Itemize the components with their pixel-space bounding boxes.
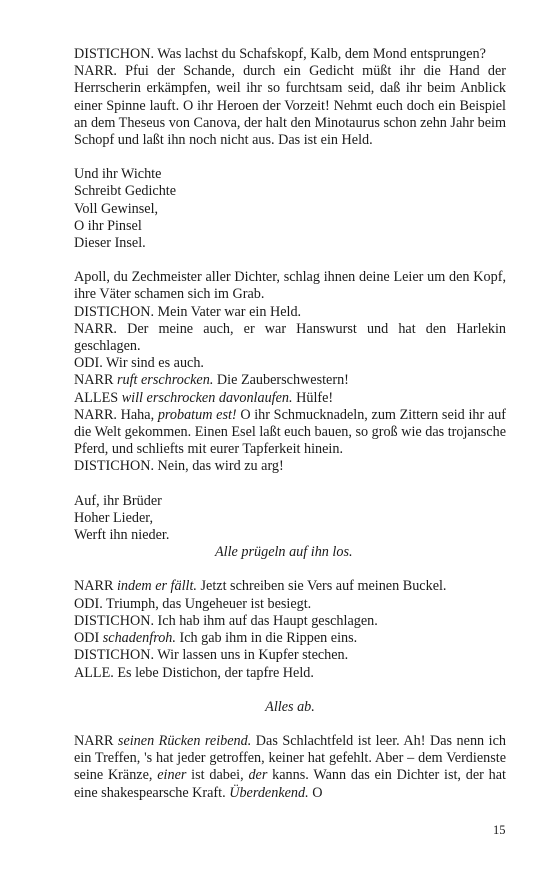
- speech-alles-1: [74, 390, 506, 407]
- speaker: NARR: [74, 578, 117, 595]
- page-number: 15: [493, 823, 506, 837]
- verse-line: Werft ihn nieder.: [74, 527, 170, 544]
- speech-narr-1: NARR. Pfui der Schande, durch ein Gedicht müßt ihr die Hand der Herrscherin erkämpfen, weil ihr so furchtsam seid, daß ihr beim Anblick einer Spinne lauft. O ihr Heroen der Vorzeit! Nehmt euch doch ein Beispiel an dem Theseus von Canova, der halt den Minotaurus schon zehn Jahr beim Schopf und laßt ihn noch nicht aus. Das ist ein Held.: [74, 63, 506, 149]
- emphasis: der: [248, 767, 268, 784]
- speaker: ODI: [74, 630, 103, 647]
- verse-line: Hoher Lieder,: [74, 509, 154, 526]
- verse-line: Auf, ihr Brüder: [74, 492, 162, 509]
- speech-narr-5: [74, 407, 506, 459]
- speech-narr-2: Apoll, du Zechmeister aller Dichter, schlag ihnen deine Leier um den Kopf, ihre Väter schamen sich im Grab.: [74, 269, 506, 303]
- speech-text: Die Zauberschwestern!: [213, 372, 349, 389]
- verse-block-2: [74, 493, 506, 545]
- latin-phrase: probatum est!: [157, 406, 237, 423]
- verse-line: Und ihr Wichte: [74, 166, 162, 183]
- verse-line: Voll Gewinsel,: [74, 200, 159, 217]
- speech-distichon-2: DISTICHON. Mein Vater war ein Held.: [74, 303, 302, 320]
- verse-block-1: [74, 166, 506, 252]
- stage-direction: schadenfroh.: [102, 630, 176, 647]
- stage-direction-1: Alle prügeln auf ihn los.: [215, 544, 353, 561]
- speaker: ALLES: [74, 389, 122, 406]
- emphasis: einer: [157, 767, 187, 784]
- speech-narr-6: [74, 578, 506, 595]
- speech-distichon-4: DISTICHON. Ich hab ihm auf das Haupt geschlagen.: [74, 612, 378, 629]
- speech-distichon-3: DISTICHON. Nein, das wird zu arg!: [74, 458, 284, 475]
- speech-alle-1: ALLE. Es lebe Distichon, der tapfre Held.: [74, 664, 314, 681]
- speech-text: O ihr Schmucknadeln, zum Zittern seid ihr auf die Welt gekommen. Einen Esel laßt euch bauen, so groß wie das trojansche Pferd, und schliefts mit eurer Tapferkeit hinein.: [74, 406, 507, 458]
- speech-text: Hülfe!: [292, 389, 334, 406]
- speech-text: O: [308, 784, 323, 801]
- verse-line: Dieser Insel.: [74, 235, 146, 252]
- stage-direction: seinen Rücken reibend.: [117, 732, 252, 749]
- speech-distichon-1: DISTICHON. Was lachst du Schafskopf, Kalb, dem Mond entsprungen?: [74, 46, 486, 62]
- stage-direction: Überdenkend.: [229, 784, 309, 801]
- stage-direction-2: Alles ab.: [265, 698, 315, 715]
- speech-odi-1: ODI. Wir sind es auch.: [74, 355, 204, 372]
- speech-odi-2: ODI. Triumph, das Ungeheuer ist besiegt.: [74, 595, 312, 612]
- speaker: NARR: [74, 732, 118, 749]
- speech-text: Jetzt schreiben sie Vers auf meinen Buckel.: [196, 578, 447, 595]
- stage-direction: will erschrocken davonlaufen.: [121, 389, 293, 406]
- speaker: NARR: [74, 372, 117, 389]
- speech-odi-3: [74, 630, 506, 647]
- page-text: [74, 46, 506, 802]
- verse-line: O ihr Pinsel: [74, 217, 142, 234]
- speech-text: kanns. Wann das ein Dichter ist, der hat eine shakespearsche Kraft.: [74, 767, 506, 801]
- speech-text: Ich gab ihm in die Rippen eins.: [175, 630, 358, 647]
- speech-distichon-5: DISTICHON. Wir lassen uns in Kupfer stechen.: [74, 647, 349, 664]
- stage-direction: ruft erschrocken.: [116, 372, 214, 389]
- speech-text: Das Schlachtfeld ist leer. Ah! Das nenn ich ein Treffen, 's hat jeder getroffen, keiner hat gefehlt. Aber – dem Verdienste seine Kränze,: [74, 732, 506, 784]
- speech-narr-4: [74, 372, 506, 389]
- speaker: NARR. Haha,: [74, 406, 158, 423]
- speech-text: ist dabei,: [186, 767, 249, 784]
- stage-direction: indem er fällt.: [116, 578, 197, 595]
- verse-line: Schreibt Gedichte: [74, 183, 177, 200]
- speech-narr-7: [74, 733, 506, 802]
- speech-narr-3: NARR. Der meine auch, er war Hanswurst und hat den Harlekin geschlagen.: [74, 320, 506, 355]
